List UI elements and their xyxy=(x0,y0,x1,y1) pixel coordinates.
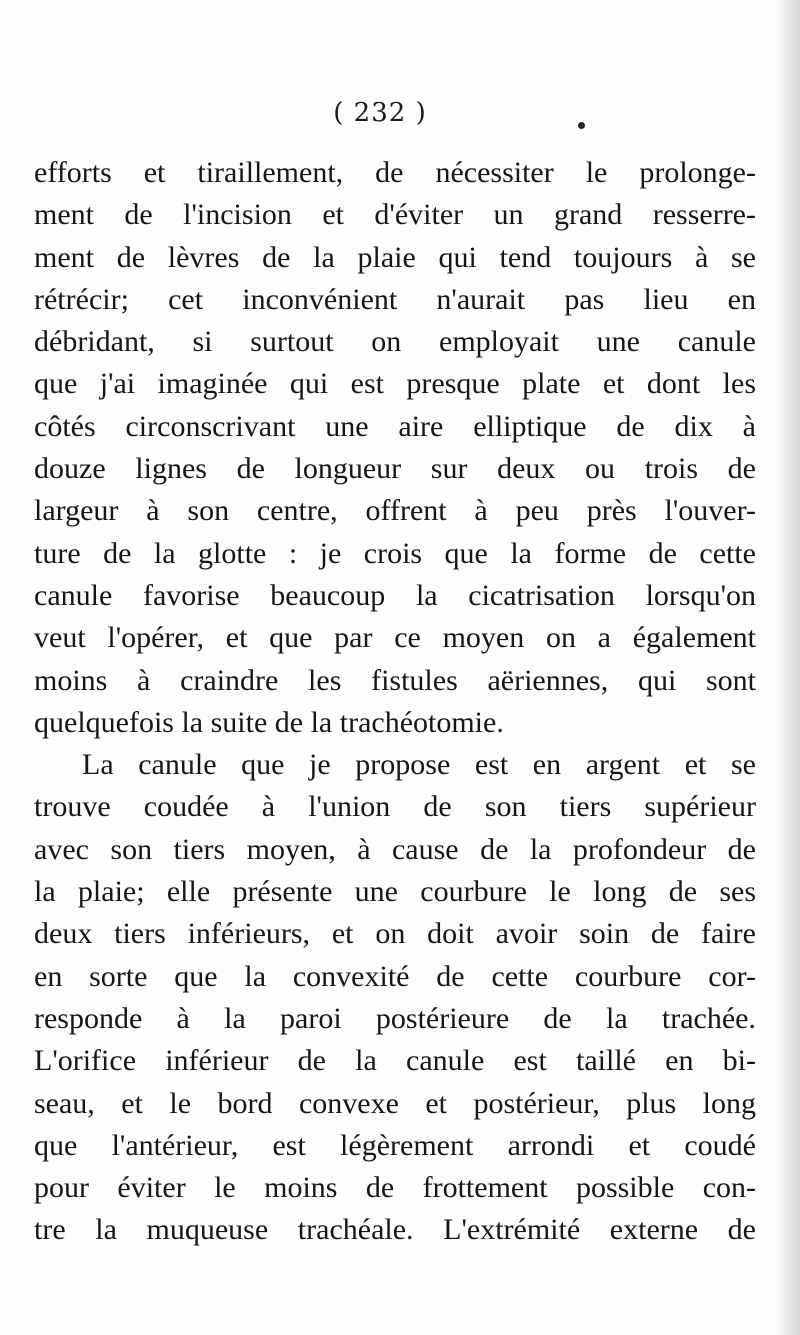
text-line: que j'ai imaginée qui est presque plate et dont les xyxy=(34,367,756,401)
text-line: débridant, si surtout on employait une canule xyxy=(34,325,756,359)
text-line: côtés circonscrivant une aire elliptique de dix à xyxy=(34,409,756,443)
text-line: efforts et tiraillement, de nécessiter le prolonge- xyxy=(34,156,756,189)
text-line: la plaie; elle présente une courbure le long de ses xyxy=(34,875,756,909)
text-line: L'orifice inférieur de la canule est taillé en bi- xyxy=(34,1044,756,1078)
page-edge-shadow xyxy=(776,0,800,1335)
text-line: que l'antérieur, est légèrement arrondi et coudé xyxy=(34,1128,756,1162)
text-line: rétrécir; cet inconvénient n'aurait pas lieu en xyxy=(34,282,756,316)
text-line: tre la muqueuse trachéale. L'extrémité externe de xyxy=(34,1213,756,1247)
text-line: trouve coudée à l'union de son tiers supérieur xyxy=(34,790,756,824)
text-line: en sorte que la convexité de cette courbure cor- xyxy=(34,959,756,993)
text-line: ment de lèvres de la plaie qui tend toujours à se xyxy=(34,240,756,274)
ink-dot xyxy=(578,122,585,129)
text-line: canule favorise beaucoup la cicatrisation lorsqu'on xyxy=(34,578,756,612)
text-line: avec son tiers moyen, à cause de la profondeur de xyxy=(34,832,756,866)
text-line: responde à la paroi postérieure de la trachée. xyxy=(34,1001,756,1035)
text-line: deux tiers inférieurs, et on doit avoir soin de faire xyxy=(34,917,756,951)
text-line: seau, et le bord convexe et postérieur, plus long xyxy=(34,1086,756,1120)
body-text xyxy=(34,152,756,1252)
text-line: largeur à son centre, offrent à peu près l'ouver- xyxy=(34,494,756,528)
text-line: moins à craindre les fistules aëriennes, qui sont xyxy=(34,663,756,697)
text-line: veut l'opérer, et que par ce moyen on a également xyxy=(34,621,756,655)
text-line: quelquefois la suite de la trachéotomie. xyxy=(34,705,504,739)
text-line: ment de l'incision et d'éviter un grand resserre- xyxy=(34,198,756,232)
text-line: douze lignes de longueur sur deux ou trois de xyxy=(34,452,756,486)
text-line: pour éviter le moins de frottement possible con- xyxy=(34,1171,756,1205)
page-number: ( 232 ) xyxy=(333,98,427,128)
text-line: La canule que je propose est en argent et se xyxy=(82,748,756,782)
text-line: ture de la glotte : je crois que la forme de cette xyxy=(34,536,756,570)
